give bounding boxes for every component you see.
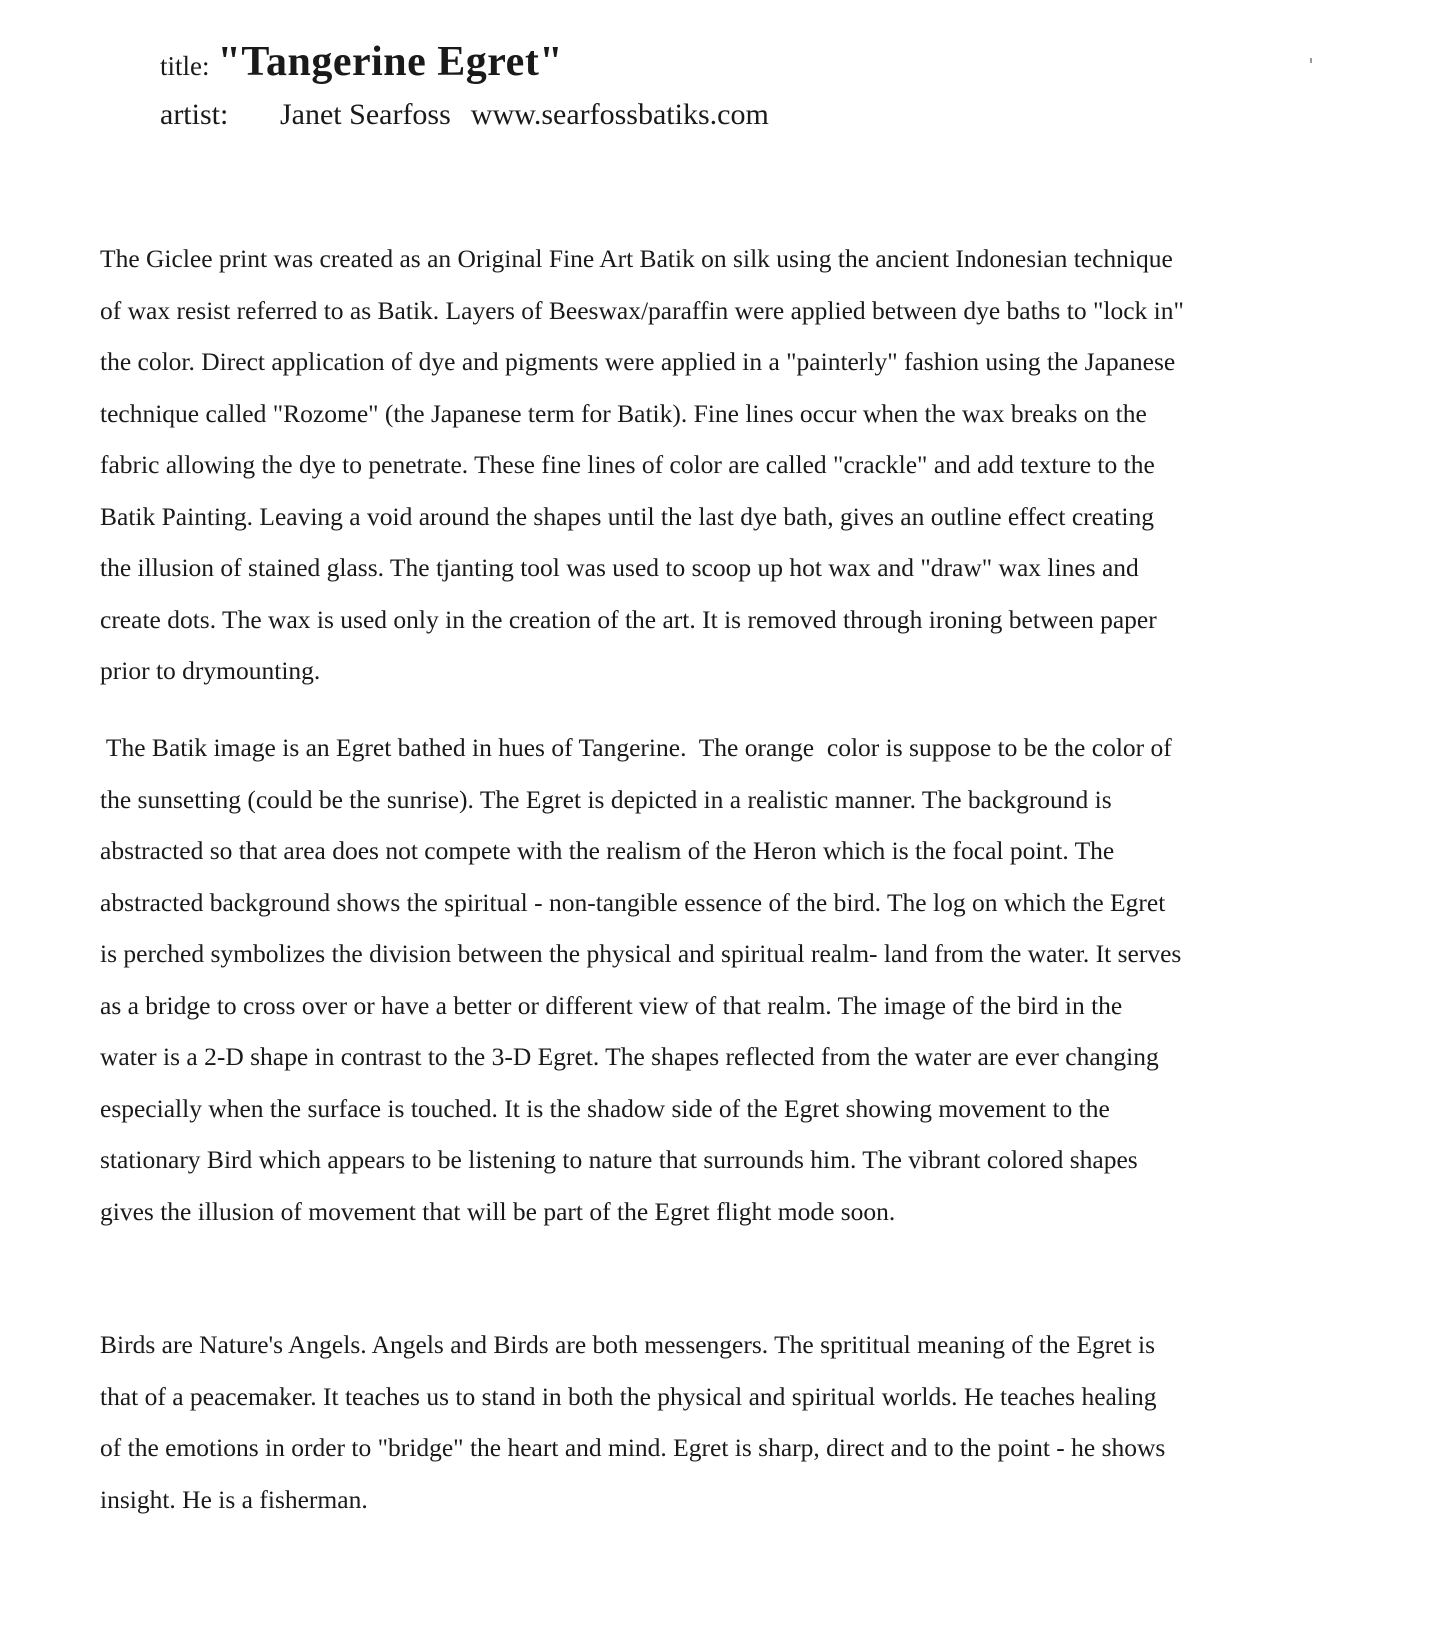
- title-row: [160, 38, 769, 86]
- text-line: of wax resist referred to as Batik. Layers of Beeswax/paraffin were applied between dye baths to "lock in": [100, 295, 1184, 325]
- text-line: prior to drymounting.: [100, 656, 321, 685]
- paragraph-image-description: [100, 722, 1400, 1237]
- text-line: Batik Painting. Leaving a void around the shapes until the last dye bath, gives an outline effect creating: [100, 501, 1154, 531]
- text-line: of the emotions in order to "bridge" the heart and mind. Egret is sharp, direct and to the point - he shows: [100, 1433, 1166, 1462]
- artist-website: www.searfossbatiks.com: [470, 98, 769, 131]
- text-line: the illusion of stained glass. The tjanting tool was used to scoop up hot wax and "draw" wax lines and: [100, 553, 1139, 582]
- text-line: the sunsetting (could be the sunrise). The Egret is depicted in a realistic manner. The background is: [100, 784, 1112, 814]
- text-line: water is a 2-D shape in contrast to the 3-D Egret. The shapes reflected from the water are ever changing: [100, 1042, 1159, 1071]
- text-line: insight. He is a fisherman.: [100, 1484, 368, 1514]
- title-label: title:: [160, 51, 210, 81]
- artist-row: [160, 98, 769, 132]
- artwork-title: "Tangerine Egret": [217, 39, 564, 85]
- text-line: The Giclee print was created as an Original Fine Art Batik on silk using the ancient Indonesian technique: [100, 244, 1173, 273]
- text-line: fabric allowing the dye to penetrate. These fine lines of color are called "crackle" and add texture to the: [100, 450, 1155, 479]
- artist-name: Janet Searfoss: [280, 98, 451, 131]
- text-line: abstracted so that area does not compete with the realism of the Heron which is the focal point. The: [100, 836, 1115, 865]
- text-line: especially when the surface is touched. It is the shadow side of the Egret showing movement to the: [100, 1093, 1110, 1123]
- text-line: The Batik image is an Egret bathed in hues of Tangerine. The orange color is suppose to be the color of: [100, 733, 1172, 762]
- scan-speck: [1310, 58, 1312, 63]
- text-line: is perched symbolizes the division between the physical and spiritual realm- land from the water. It serves: [100, 939, 1182, 968]
- text-line: create dots. The wax is used only in the creation of the art. It is removed through ironing between paper: [100, 604, 1157, 634]
- text-line: the color. Direct application of dye and pigments were applied in a "painterly" fashion using the Japanese: [100, 347, 1176, 376]
- text-line: as a bridge to cross over or have a better or different view of that realm. The image of the bird in the: [100, 990, 1123, 1020]
- text-line: abstracted background shows the spiritual - non-tangible essence of the bird. The log on which the Egret: [100, 887, 1166, 917]
- text-line: technique called "Rozome" (the Japanese term for Batik). Fine lines occur when the wax breaks on the: [100, 398, 1147, 428]
- text-line: Birds are Nature's Angels. Angels and Birds are both messengers. The sprititual meaning of the Egret is: [100, 1330, 1156, 1359]
- text-line: gives the illusion of movement that will be part of the Egret flight mode soon.: [100, 1196, 896, 1226]
- text-line: stationary Bird which appears to be listening to nature that surrounds him. The vibrant colored shapes: [100, 1145, 1138, 1174]
- document-header: [160, 38, 769, 132]
- text-line: that of a peacemaker. It teaches us to stand in both the physical and spiritual worlds. He teaches healing: [100, 1381, 1157, 1411]
- paragraph-technique: [100, 233, 1400, 697]
- paragraph-symbolism: [100, 1319, 1400, 1525]
- artist-label: artist:: [160, 98, 229, 131]
